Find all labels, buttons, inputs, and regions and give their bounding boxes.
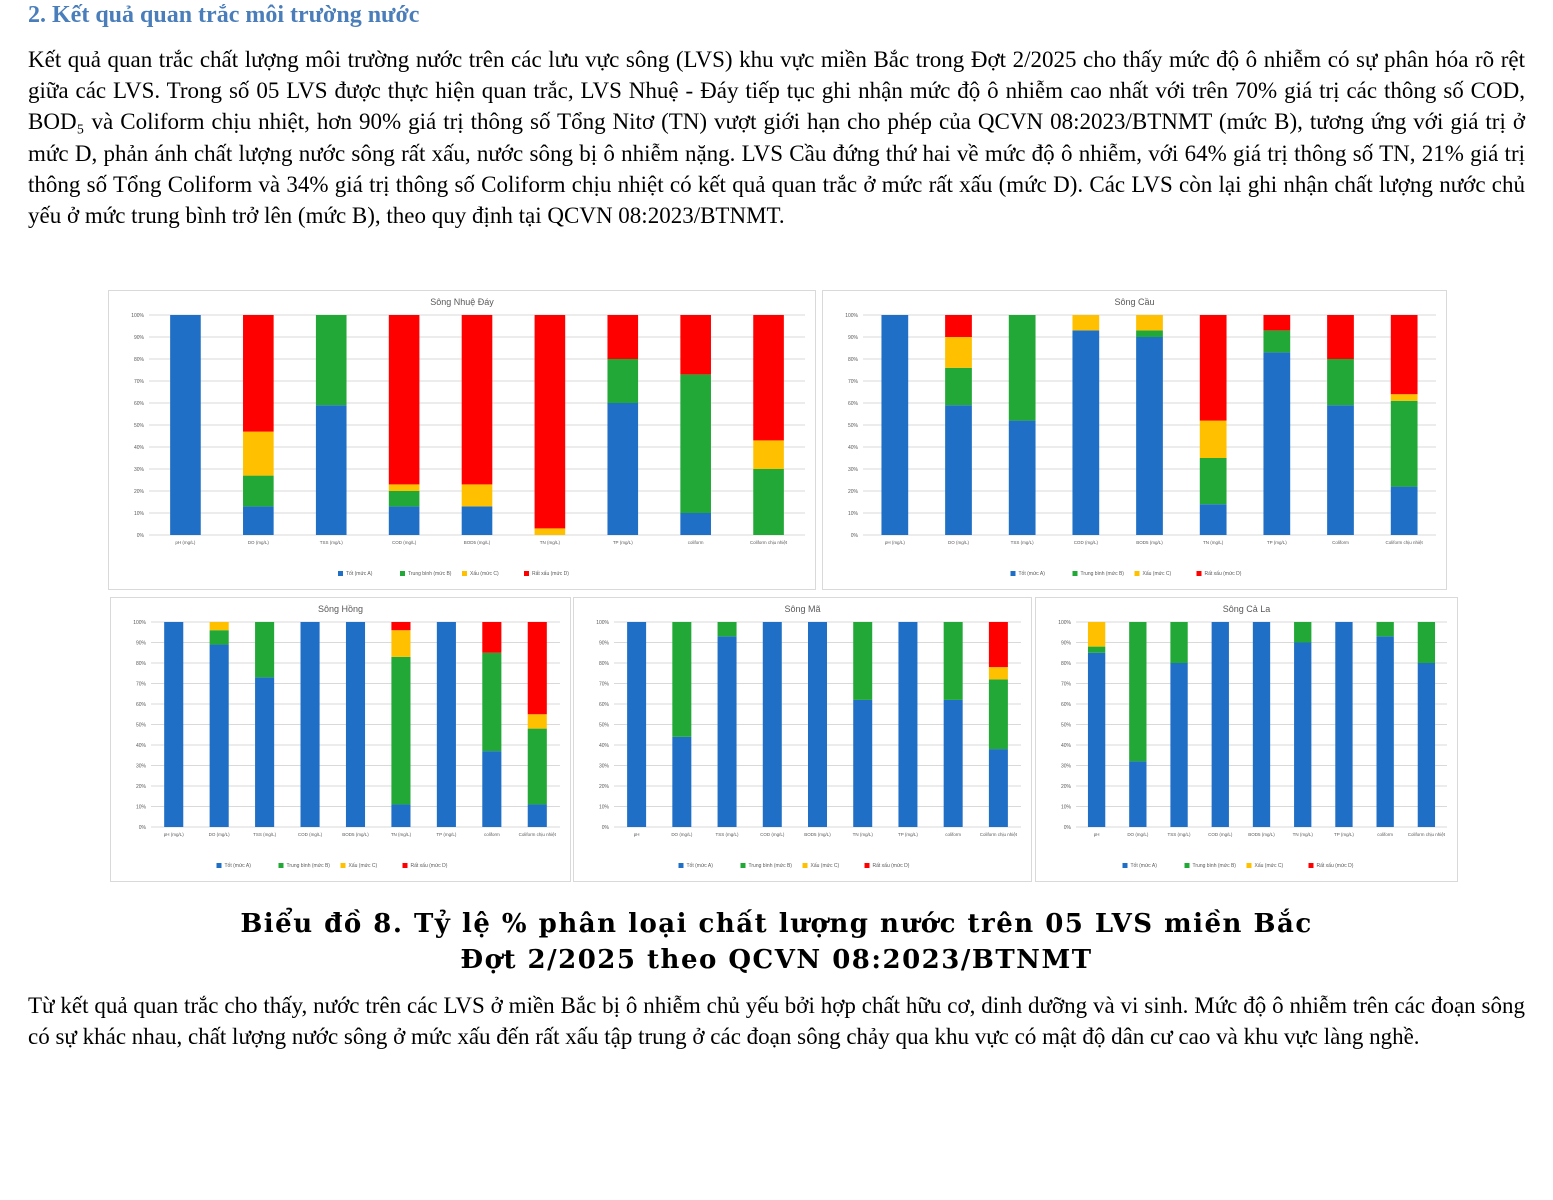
bar-segment-trung-binh-muc-b — [389, 491, 420, 506]
bar-segment-xau-muc-c — [391, 630, 410, 657]
legend-swatch — [338, 571, 343, 576]
legend-swatch — [741, 863, 746, 868]
y-tick-label: 10% — [598, 804, 609, 811]
bar-segment-xau-muc-c — [1391, 394, 1418, 401]
legend-swatch — [679, 863, 684, 868]
y-tick-label: 80% — [135, 661, 146, 667]
y-tick-label: 60% — [847, 401, 858, 407]
y-tick-label: 10% — [847, 511, 858, 517]
x-tick-label: COD (mg/L) — [760, 832, 785, 837]
legend-swatch — [524, 571, 529, 576]
y-tick-label: 100% — [131, 313, 144, 319]
y-tick-label: 10% — [1060, 804, 1071, 811]
y-tick-label: 80% — [598, 661, 609, 667]
bar-segment-trung-binh-muc-b — [391, 657, 410, 805]
x-tick-label: pH (mg/L) — [175, 540, 196, 545]
bar-segment-trung-binh-muc-b — [1294, 622, 1311, 643]
chart-song-ca-la — [1035, 597, 1458, 882]
bar-segment-rat-xau-muc-d — [1200, 315, 1227, 421]
legend-label: Trung bình (mức B) — [1080, 571, 1124, 577]
legend-label: Rất xấu (mức D) — [532, 571, 569, 577]
bar-segment-tot-muc-a — [808, 622, 827, 827]
y-tick-label: 0% — [850, 533, 858, 539]
figure-caption-line1: Biểu đồ 8. Tỷ lệ % phân loại chất lượng nước trên 05 LVS miền Bắc — [240, 909, 1313, 939]
y-tick-label: 40% — [1060, 743, 1071, 749]
bar-segment-tot-muc-a — [346, 622, 365, 827]
bar-segment-trung-binh-muc-b — [528, 729, 547, 805]
figure-caption-line2: Đợt 2/2025 theo QCVN 08:2023/BTNMT — [460, 945, 1093, 975]
legend-label: Trung bình (mức B) — [286, 863, 330, 869]
y-tick-label: 20% — [1060, 784, 1071, 790]
conclusion-paragraph: Từ kết quả quan trắc cho thấy, nước trên các LVS ở miền Bắc bị ô nhiễm chủ yếu bởi hợp chất hữu cơ, dinh dưỡng và vi sinh. Mức độ ô nhiễm trên các đoạn sông có sự khác nhau, chất lượng nước sông ở mức xấu đến rất xấu tập trung ở các đoạn sông chảy qua khu vực có mật độ dân cư cao và khu vực làng nghề. — [28, 993, 1525, 1050]
bar-segment-tot-muc-a — [1136, 337, 1163, 535]
chart-title: Sông Mã — [784, 604, 821, 614]
legend-label: Trung bình (mức B) — [748, 863, 792, 869]
bar-segment-xau-muc-c — [1200, 421, 1227, 458]
x-tick-label: COD (mg/L) — [1073, 540, 1098, 545]
bar-segment-xau-muc-c — [462, 484, 493, 506]
bar-segment-trung-binh-muc-b — [1129, 622, 1146, 761]
bar-segment-tot-muc-a — [462, 506, 493, 535]
bar-segment-trung-binh-muc-b — [1200, 458, 1227, 504]
bar-segment-tot-muc-a — [210, 645, 229, 827]
bar-segment-xau-muc-c — [945, 337, 972, 368]
bar-segment-tot-muc-a — [170, 315, 201, 535]
bar-segment-tot-muc-a — [672, 737, 691, 827]
y-tick-label: 70% — [133, 379, 144, 385]
chart-title: Sông Nhuệ Đáy — [430, 297, 494, 307]
y-tick-label: 80% — [133, 357, 144, 363]
bar-segment-tot-muc-a — [853, 700, 872, 827]
bar-segment-rat-xau-muc-d — [1391, 315, 1418, 394]
legend-label: Rất xấu (mức D) — [1204, 571, 1242, 577]
bar-segment-trung-binh-muc-b — [680, 374, 711, 513]
bar-segment-trung-binh-muc-b — [718, 622, 737, 636]
x-tick-label: DO (mg/L) — [947, 540, 970, 545]
bar-segment-tot-muc-a — [1009, 421, 1036, 535]
bar-segment-tot-muc-a — [389, 506, 420, 535]
bar-segment-tot-muc-a — [164, 622, 183, 827]
bar-segment-trung-binh-muc-b — [672, 622, 691, 737]
bar-segment-xau-muc-c — [535, 528, 566, 535]
bar-segment-tot-muc-a — [1129, 761, 1146, 827]
bar-segment-trung-binh-muc-b — [482, 653, 501, 751]
x-tick-label: BOD5 (mg/L) — [804, 832, 831, 837]
intro-paragraph: Kết quả quan trắc chất lượng môi trường nước trên các lưu vực sông (LVS) khu vực miền Bắc trong Đợt 2/2025 cho thấy mức độ ô nhiễm có sự phân hóa rõ rệt giữa các LVS. Trong số 05 LVS được thực hiện quan trắc, LVS Nhuệ - Đáy tiếp tục ghi nhận mức độ ô nhiễm cao nhất với trên 70% giá trị các thông số COD, BOD₅ và Coliform chịu nhiệt, hơn 90% giá trị thông số Tổng Nitơ (TN) vượt giới hạn cho phép của QCVN 08:2023/BTNMT (mức B), tương ứng với giá trị ở mức D, phản ánh chất lượng nước sông rất xấu, nước sông bị ô nhiễm nặng. LVS Cầu đứng thứ hai về mức độ ô nhiễm, với 64% giá trị thông số TN, 21% giá trị thông số Tổng Coliform và 34% giá trị thông số Coliform chịu nhiệt có kết quả quan trắc ở mức rất xấu (mức D). Các LVS còn lại ghi nhận chất lượng nước chủ yếu ở mức trung bình trở lên (mức B), theo quy định tại QCVN 08:2023/BTNMT. — [28, 47, 1525, 229]
y-tick-label: 0% — [1063, 825, 1071, 831]
bar-segment-trung-binh-muc-b — [243, 476, 274, 507]
bar-segment-trung-binh-muc-b — [1263, 330, 1290, 352]
legend-label: Xấu (mức C) — [348, 863, 378, 869]
legend-swatch — [217, 863, 222, 868]
bar-segment-rat-xau-muc-d — [462, 315, 493, 484]
x-tick-label: Coliform chịu nhiệt — [518, 832, 556, 837]
bar-segment-tot-muc-a — [1377, 636, 1394, 827]
bar-segment-trung-binh-muc-b — [753, 469, 784, 535]
bar-segment-tot-muc-a — [1253, 622, 1270, 827]
x-tick-label: TP (mg/L) — [897, 832, 918, 837]
x-tick-label: Coliform — [1332, 540, 1349, 545]
legend-swatch — [1185, 863, 1190, 868]
legend-swatch — [462, 571, 467, 576]
x-tick-label: TSS (mg/L) — [319, 540, 343, 545]
y-tick-label: 70% — [598, 681, 609, 688]
bar-segment-rat-xau-muc-d — [535, 315, 566, 528]
bar-segment-xau-muc-c — [1072, 315, 1099, 330]
bar-segment-trung-binh-muc-b — [1088, 647, 1105, 653]
bar-segment-trung-binh-muc-b — [1136, 330, 1163, 337]
y-tick-label: 0% — [136, 533, 144, 539]
bar-segment-xau-muc-c — [1088, 622, 1105, 647]
bar-segment-rat-xau-muc-d — [391, 622, 410, 630]
y-tick-label: 30% — [1060, 763, 1071, 770]
x-tick-label: coliform — [687, 540, 704, 545]
y-tick-label: 90% — [1060, 640, 1071, 647]
x-tick-label: coliform — [483, 832, 500, 837]
bar-segment-tot-muc-a — [898, 622, 917, 827]
y-tick-label: 20% — [135, 784, 146, 790]
y-tick-label: 90% — [847, 335, 858, 341]
legend-swatch — [341, 863, 346, 868]
legend-label: Xấu (mức C) — [1254, 863, 1284, 869]
chart-title: Sông Cả La — [1222, 604, 1271, 614]
x-tick-label: DO (mg/L) — [1127, 832, 1149, 837]
bar-segment-tot-muc-a — [1072, 330, 1099, 535]
bar-segment-trung-binh-muc-b — [255, 622, 274, 677]
bar-segment-trung-binh-muc-b — [607, 359, 638, 403]
bar-segment-rat-xau-muc-d — [389, 315, 420, 484]
x-tick-label: Coliform chịu nhiệt — [1385, 540, 1423, 545]
bar-segment-tot-muc-a — [881, 315, 908, 535]
bar-segment-xau-muc-c — [528, 714, 547, 728]
y-tick-label: 80% — [1060, 661, 1071, 667]
bar-segment-trung-binh-muc-b — [853, 622, 872, 700]
y-tick-label: 20% — [133, 489, 144, 495]
chart-title: Sông Cầu — [1114, 297, 1155, 307]
x-tick-label: BOD5 (mg/L) — [342, 832, 369, 837]
x-tick-label: coliform — [1377, 832, 1394, 837]
legend-swatch — [403, 863, 408, 868]
y-tick-label: 30% — [135, 763, 146, 770]
x-tick-label: TN (mg/L) — [539, 540, 561, 545]
bar-segment-xau-muc-c — [753, 440, 784, 469]
bar-segment-tot-muc-a — [763, 622, 782, 827]
chart-song-cau — [822, 290, 1447, 590]
y-tick-label: 0% — [138, 825, 146, 831]
bar-segment-tot-muc-a — [437, 622, 456, 827]
y-tick-label: 30% — [133, 467, 144, 473]
bar-segment-rat-xau-muc-d — [528, 622, 547, 714]
bar-segment-tot-muc-a — [316, 405, 347, 535]
chart-song-ma — [573, 597, 1032, 882]
legend-swatch — [803, 863, 808, 868]
x-tick-label: TSS (mg/L) — [715, 832, 739, 837]
bar-segment-tot-muc-a — [680, 513, 711, 535]
bar-segment-tot-muc-a — [1088, 653, 1105, 827]
bar-segment-trung-binh-muc-b — [989, 679, 1008, 749]
bar-segment-tot-muc-a — [607, 403, 638, 535]
bar-segment-xau-muc-c — [1136, 315, 1163, 330]
x-tick-label: TN (mg/L) — [1203, 540, 1224, 545]
x-tick-label: DO (mg/L) — [671, 832, 693, 837]
legend-swatch — [279, 863, 284, 868]
bar-segment-tot-muc-a — [301, 622, 320, 827]
section-heading: 2. Kết quả quan trắc môi trường nước — [28, 2, 420, 28]
y-tick-label: 60% — [135, 702, 146, 708]
x-tick-label: COD (mg/L) — [297, 832, 323, 837]
bar-segment-xau-muc-c — [210, 622, 229, 630]
legend-label: Xấu (mức C) — [470, 571, 499, 577]
bar-segment-tot-muc-a — [1170, 663, 1187, 827]
bar-segment-trung-binh-muc-b — [1418, 622, 1435, 663]
bar-segment-tot-muc-a — [944, 700, 963, 827]
x-tick-label: TP (mg/L) — [1266, 540, 1287, 545]
y-tick-label: 50% — [847, 423, 858, 429]
y-tick-label: 30% — [598, 763, 609, 770]
y-tick-label: 70% — [1060, 681, 1071, 688]
bar-segment-tot-muc-a — [1200, 504, 1227, 535]
legend-label: Tốt (mức A) — [224, 863, 251, 869]
legend-label: Trung bình (mức B) — [1192, 863, 1236, 869]
bar-segment-tot-muc-a — [1335, 622, 1352, 827]
y-tick-label: 90% — [133, 335, 144, 341]
legend-swatch — [400, 571, 405, 576]
chart-song-nhue-day — [108, 290, 816, 590]
y-tick-label: 60% — [598, 702, 609, 708]
bar-segment-rat-xau-muc-d — [945, 315, 972, 337]
chart-song-hong — [110, 597, 571, 882]
x-tick-label: DO (mg/L) — [247, 540, 269, 545]
bar-segment-tot-muc-a — [391, 804, 410, 827]
bar-segment-trung-binh-muc-b — [1327, 359, 1354, 405]
bar-segment-xau-muc-c — [243, 432, 274, 476]
chart-title: Sông Hồng — [317, 604, 364, 614]
bar-segment-trung-binh-muc-b — [1377, 622, 1394, 636]
legend-label: Tốt (mức A) — [1130, 863, 1157, 869]
y-tick-label: 60% — [1060, 702, 1071, 708]
legend-label: Xấu (mức C) — [810, 863, 840, 869]
bar-segment-trung-binh-muc-b — [945, 368, 972, 405]
bar-segment-rat-xau-muc-d — [243, 315, 274, 432]
y-tick-label: 10% — [135, 804, 146, 811]
bar-segment-tot-muc-a — [255, 677, 274, 827]
bar-segment-trung-binh-muc-b — [1391, 401, 1418, 487]
x-tick-label: TP (mg/L) — [612, 540, 633, 545]
y-tick-label: 50% — [598, 722, 609, 729]
bar-segment-tot-muc-a — [718, 636, 737, 827]
legend-label: Trung bình (mức B) — [408, 571, 452, 577]
bar-segment-rat-xau-muc-d — [1263, 315, 1290, 330]
x-tick-label: BOD5 (mg/L) — [463, 540, 491, 545]
bar-segment-rat-xau-muc-d — [753, 315, 784, 440]
bar-segment-tot-muc-a — [243, 506, 274, 535]
x-tick-label: BOD5 (mg/L) — [1136, 540, 1163, 545]
y-tick-label: 50% — [1060, 722, 1071, 729]
bar-segment-rat-xau-muc-d — [482, 622, 501, 653]
bar-segment-trung-binh-muc-b — [210, 630, 229, 644]
bar-segment-trung-binh-muc-b — [316, 315, 347, 405]
legend-label: Rất xấu (mức D) — [1316, 863, 1354, 869]
bar-segment-rat-xau-muc-d — [607, 315, 638, 359]
bar-segment-xau-muc-c — [389, 484, 420, 491]
bar-segment-rat-xau-muc-d — [989, 622, 1008, 667]
bar-segment-tot-muc-a — [1212, 622, 1229, 827]
y-tick-label: 40% — [598, 743, 609, 749]
x-tick-label: pH — [1093, 832, 1100, 837]
bar-segment-tot-muc-a — [1294, 643, 1311, 828]
bar-segment-tot-muc-a — [528, 804, 547, 827]
y-tick-label: 100% — [845, 313, 858, 319]
bar-segment-tot-muc-a — [1391, 487, 1418, 535]
bar-segment-tot-muc-a — [1418, 663, 1435, 827]
x-tick-label: COD (mg/L) — [391, 540, 417, 545]
bar-segment-tot-muc-a — [482, 751, 501, 827]
x-tick-label: TSS (mg/L) — [1167, 832, 1191, 837]
legend-swatch — [1011, 571, 1016, 576]
y-tick-label: 60% — [133, 401, 144, 407]
bar-segment-tot-muc-a — [989, 749, 1008, 827]
y-tick-label: 20% — [847, 489, 858, 495]
y-tick-label: 20% — [598, 784, 609, 790]
y-tick-label: 100% — [596, 620, 609, 626]
y-tick-label: 100% — [1058, 620, 1071, 626]
bar-segment-tot-muc-a — [945, 405, 972, 535]
legend-swatch — [1247, 863, 1252, 868]
bar-segment-tot-muc-a — [1263, 352, 1290, 535]
x-tick-label: pH (mg/L) — [884, 540, 905, 545]
x-tick-label: Coliform chịu nhiệt — [1407, 832, 1446, 837]
x-tick-label: TN (mg/L) — [1292, 832, 1313, 837]
legend-label: Xấu (mức C) — [1142, 571, 1172, 577]
legend-swatch — [1123, 863, 1128, 868]
y-tick-label: 40% — [133, 445, 144, 451]
y-tick-label: 50% — [135, 722, 146, 729]
x-tick-label: DO (mg/L) — [208, 832, 230, 837]
legend-swatch — [1309, 863, 1314, 868]
legend-swatch — [1197, 571, 1202, 576]
x-tick-label: TN (mg/L) — [852, 832, 873, 837]
x-tick-label: pH — [633, 832, 640, 837]
bar-segment-rat-xau-muc-d — [680, 315, 711, 374]
x-tick-label: Coliform chịu nhiệt — [979, 832, 1018, 837]
y-tick-label: 90% — [598, 640, 609, 647]
x-tick-label: pH (mg/L) — [163, 832, 184, 837]
legend-label: Tốt (mức A) — [346, 571, 373, 577]
legend-swatch — [1135, 571, 1140, 576]
y-tick-label: 30% — [847, 467, 858, 473]
bar-segment-xau-muc-c — [989, 667, 1008, 679]
x-tick-label: TN (mg/L) — [390, 832, 412, 837]
bar-segment-trung-binh-muc-b — [944, 622, 963, 700]
bar-segment-tot-muc-a — [1327, 405, 1354, 535]
legend-swatch — [1073, 571, 1078, 576]
y-tick-label: 50% — [133, 423, 144, 429]
bar-segment-rat-xau-muc-d — [1327, 315, 1354, 359]
bar-segment-tot-muc-a — [627, 622, 646, 827]
y-tick-label: 40% — [847, 445, 858, 451]
legend-swatch — [865, 863, 870, 868]
y-tick-label: 70% — [135, 681, 146, 688]
legend-label: Rất xấu (mức D) — [872, 863, 910, 869]
x-tick-label: TSS (mg/L) — [1010, 540, 1034, 545]
bar-segment-trung-binh-muc-b — [1009, 315, 1036, 421]
y-tick-label: 90% — [135, 640, 146, 647]
legend-label: Tốt (mức A) — [686, 863, 713, 869]
y-tick-label: 10% — [133, 511, 144, 517]
y-tick-label: 0% — [601, 825, 609, 831]
x-tick-label: TP (mg/L) — [1333, 832, 1354, 837]
x-tick-label: BOD5 (mg/L) — [1248, 832, 1275, 837]
x-tick-label: TP (mg/L) — [436, 832, 457, 837]
x-tick-label: Coliform chịu nhiệt — [749, 540, 788, 545]
y-tick-label: 100% — [133, 620, 146, 626]
bar-segment-trung-binh-muc-b — [1170, 622, 1187, 663]
x-tick-label: coliform — [945, 832, 962, 837]
y-tick-label: 80% — [847, 357, 858, 363]
y-tick-label: 70% — [847, 379, 858, 385]
y-tick-label: 40% — [135, 743, 146, 749]
x-tick-label: TSS (mg/L) — [253, 832, 277, 837]
x-tick-label: COD (mg/L) — [1208, 832, 1233, 837]
legend-label: Tốt (mức A) — [1018, 571, 1045, 577]
legend-label: Rất xấu (mức D) — [410, 863, 448, 869]
